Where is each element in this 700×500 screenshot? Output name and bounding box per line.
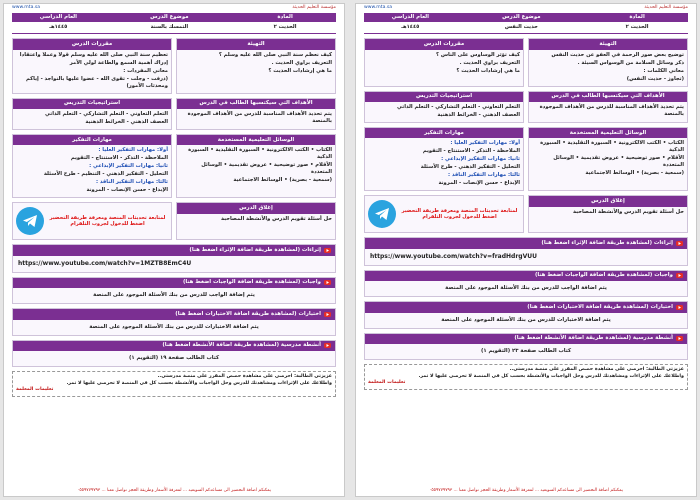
activity-heading[interactable]: أنشطة مدرسية (لمشاهدة طريقة اضافة الأنشطة اضغط هنا)	[162, 342, 321, 349]
site-url[interactable]: www.mta.sa	[12, 5, 41, 11]
elements-line: كيف تؤثر الوساوس على الناس ؟	[436, 51, 520, 58]
thinking-line: الملاحظة - التذكر - الاستنتاج - التقويم	[70, 155, 168, 162]
site-url[interactable]: www.mta.sa	[364, 5, 393, 11]
subject-label: المادة	[234, 13, 336, 22]
telegram-icon[interactable]	[368, 200, 396, 228]
intro-line: (تجاوز - حديث النفس)	[626, 75, 684, 82]
tools-line: الأقلام • صور توضيحية • عروض تقديمية • الوسائل المتعددة	[553, 155, 684, 169]
notes-box	[364, 364, 688, 389]
youtube-icon[interactable]	[324, 248, 331, 253]
topic-value: حديث النفس	[457, 22, 587, 34]
thinking-line: أولا: مهارات التفكير العليا :	[98, 147, 168, 154]
enrichment-link[interactable]: https://www.youtube.com/watch?v=fradHdrgVUU	[370, 252, 537, 260]
youtube-icon[interactable]	[324, 312, 331, 317]
strategies-line: العصف الذهني - الخرائط الذهنية	[85, 119, 168, 125]
intro-line: معاني الكلمات :	[643, 67, 684, 74]
topic-value: التمسك بالسنة	[105, 22, 235, 34]
subject-value: الحديث ٢	[586, 22, 688, 34]
tests-text: يتم اضافة الاختبارات للدرس من بنك الأسئلة الموجود على المنصة	[441, 316, 611, 323]
strategies-box	[12, 98, 172, 130]
strategies-heading: استراتيجيات التدريس	[365, 92, 523, 102]
tests-heading[interactable]: اختبارات (لمشاهدة طريقة اضافة الاختبارات اضغط هنا)	[527, 303, 673, 310]
elements-heading: مقررات الدرس	[13, 39, 171, 49]
tests-section	[12, 308, 336, 335]
youtube-icon[interactable]	[676, 305, 683, 310]
intro-box	[176, 38, 336, 93]
closing-heading: إغلاق الدرس	[177, 203, 335, 213]
year-value: ١٤٤٥هـ	[12, 22, 105, 34]
tools-line: (سمعية - بصرية) • الوسائط الاجتماعية	[585, 170, 684, 177]
lesson-info-header	[364, 13, 688, 34]
notes-line: عزيزتي الطالبة: احرصي على مشاهدة حصص المقرر على منصة مدرستي..	[157, 374, 332, 380]
tests-heading[interactable]: اختبارات (لمشاهدة طريقة اضافة الاختبارات اضغط هنا)	[175, 310, 321, 317]
thinking-line: ثانيا: مهارات التفكير الإبداعي :	[441, 156, 520, 163]
elements-line: (ذرفت - وجلت - تقوى الله - عضوا عليها بالنواجذ - إياكم ومحدثات الأمور)	[26, 75, 168, 89]
thinking-line: التحليل - التفكير الذهني - التنظيم - طرح الأسئلة	[43, 171, 168, 178]
enrichment-link[interactable]: https://www.youtube.com/watch?v=1MZTB8EmC4U	[18, 259, 192, 267]
homework-text: يتم إضافة الواجب للدرس من بنك الأسئلة الموجود على المنصة	[93, 292, 255, 299]
strategies-heading: استراتيجيات التدريس	[13, 99, 171, 109]
tools-line: الأقلام • صور توضيحية • عروض تقديمية • الوسائل المتعددة	[201, 162, 332, 176]
page-footer: يمكنكم اضافة التحضير الى مساعدكم السوبعيد ... لمعرفة الأسعار وطريقة الحجز تواصل معنا ... ٠٥٥٩٧٧٩٧٩٣	[77, 488, 271, 494]
intro-line: كيف نعظم سنة النبي صلى الله عليه وسلم ؟	[218, 51, 332, 58]
objectives-heading: الأهداف التي سيكتسبها الطالب في الدرس	[529, 92, 687, 102]
thinking-box	[12, 134, 172, 198]
elements-box	[364, 38, 524, 86]
youtube-icon[interactable]	[676, 241, 683, 246]
org-name: مؤسسة التعليم الحديثة	[292, 5, 336, 11]
promo-text[interactable]: لمتابعة تحديثات المنصة ومعرفة طريقة التحضير اضغط للدخول لجروب التلقرام	[401, 207, 518, 221]
notes-line: واطلاعك على الإثراءات ومشاهدتك للدرس وحل الواجبات والأنشطة بحسب كل في المنصة لا تحرصي عليها لا تمر.	[66, 380, 332, 386]
objectives-text: يتم تحديد الأهداف المناسبة للدرس من الأهداف الموجودة بالمنصة	[187, 110, 332, 124]
thinking-line: ثالثا: مهارات التفكير الناقد :	[96, 179, 168, 186]
activity-heading[interactable]: أنشطة مدرسية (لمشاهدة طريقة اضافة الأنشطة اضغط هنا)	[514, 335, 673, 342]
objectives-text: يتم تحديد الأهداف المناسبة للدرس من الأهداف الموجودة بالمنصة	[539, 103, 684, 117]
thinking-line: الملاحظة - التذكر - الاستنتاج - التقويم	[422, 148, 520, 155]
page-top-line	[356, 4, 696, 13]
org-name: مؤسسة التعليم الحديثة	[644, 5, 688, 11]
page-footer: يمكنكم اضافة التحضير الى مساعدكم السوبعيد ... لمعرفة الأسعار وطريقة الحجز تواصل معنا ... ٠٥٥٩٧٧٩٧٩٣	[429, 488, 623, 494]
enrichment-section	[364, 237, 688, 265]
enrichment-heading[interactable]: إثراءات (لمشاهدة طريقة اضافة الإثراء اضغط هنا)	[541, 239, 673, 246]
elements-line: التعريف براوي الحديث .	[459, 59, 520, 66]
thinking-line: ثالثا: مهارات التفكير الناقد :	[448, 172, 520, 179]
intro-heading: التهيئة	[177, 39, 335, 49]
activity-section	[12, 340, 336, 367]
notes-label: تعليمات المعلمة	[16, 387, 54, 393]
strategies-box	[364, 91, 524, 123]
year-label: العام الدراسي	[12, 13, 105, 22]
intro-line: التعريف براوي الحديث .	[271, 59, 332, 66]
tools-box	[528, 127, 688, 191]
activity-text: كتاب الطالب صفحة ٢٣ (التقويم ١)	[480, 347, 572, 354]
thinking-heading: مهارات التفكير	[365, 128, 523, 138]
promo-text[interactable]: لمتابعة تحديثات المنصة ومعرفة طريقة التحضير اضغط للدخول لجروب التلقرام	[49, 214, 166, 228]
homework-heading[interactable]: واجبات (لمشاهدة طريقة اضافة الواجبات اضغط هنا)	[182, 279, 321, 286]
thinking-line: أولا: مهارات التفكير العليا :	[450, 140, 520, 147]
strategies-line: التعلم التعاوني - التعلم التشاركي - التعلم الذاتي	[45, 110, 168, 117]
tests-text: يتم اضافة الاختبارات للدرس من بنك الأسئلة الموجود على المنصة	[89, 323, 259, 330]
thinking-line: الإبداع - حسن الإنصات - المرونة	[438, 180, 520, 187]
objectives-box	[528, 91, 688, 123]
elements-box	[12, 38, 172, 93]
subject-value: الحديث ٢	[234, 22, 336, 34]
homework-heading[interactable]: واجبات (لمشاهدة طريقة اضافة الواجبات اضغط هنا)	[534, 272, 673, 279]
youtube-icon[interactable]	[324, 343, 331, 348]
tools-line: الكتاب • الكتب الالكترونية • السبورة التقليدية • السبورة الذكية	[188, 147, 332, 161]
topic-label: موضوع الدرس	[457, 13, 587, 22]
intro-box	[528, 38, 688, 86]
activity-section	[364, 333, 688, 360]
telegram-promo[interactable]	[12, 202, 172, 240]
youtube-icon[interactable]	[676, 273, 683, 278]
tests-section	[364, 301, 688, 328]
youtube-icon[interactable]	[324, 280, 331, 285]
notes-line: عزيزتي الطالبة: احرصي على مشاهدة حصص المقرر على منصة مدرستي..	[509, 367, 684, 373]
closing-box	[528, 195, 688, 233]
telegram-promo[interactable]	[364, 195, 524, 233]
intro-heading: التهيئة	[529, 39, 687, 49]
closing-heading: إغلاق الدرس	[529, 196, 687, 206]
topic-label: موضوع الدرس	[105, 13, 235, 22]
intro-line: توضيح بعض صور الرحمة في العفو عن حديث النفس	[551, 51, 684, 58]
activity-text: كتاب الطالب صفحة ١٩ (التقويم ١)	[128, 354, 220, 361]
enrichment-heading[interactable]: إثراءات (لمشاهدة طريقة اضافة الإثراء اضغط هنا)	[189, 246, 321, 253]
notes-line: واطلاعك على الإثراءات ومشاهدتك للدرس وحل الواجبات والأنشطة بحسب كل في المنصة لا تحرصي عليها لا تمر.	[418, 373, 684, 379]
lesson-page-1	[3, 3, 345, 497]
notes-box	[12, 371, 336, 396]
thinking-line: التحليل - التفكير الذهني - طرح الأسئلة	[420, 164, 520, 171]
objectives-box	[176, 98, 336, 130]
intro-line: ذكر وسائل السلامة من الوسواس السيئة .	[577, 59, 684, 66]
objectives-heading: الأهداف التي سيكتسبها الطالب في الدرس	[177, 99, 335, 109]
tools-line: (سمعية - بصرية) • الوسائط الاجتماعية	[233, 177, 332, 184]
homework-section	[12, 277, 336, 304]
lesson-page-2	[355, 3, 697, 497]
telegram-icon[interactable]	[16, 207, 44, 235]
tools-line: الكتاب • الكتب الالكترونية • السبورة التقليدية • السبورة الذكية	[540, 140, 684, 154]
intro-line: ما هي إرشادات الحديث ؟	[268, 67, 332, 74]
year-label: العام الدراسي	[364, 13, 457, 22]
closing-text: حل أسئلة تقويم الدرس والأنشطة المصاحبة	[220, 215, 332, 222]
notes-label: تعليمات المعلمة	[368, 380, 406, 386]
strategies-line: العصف الذهني - الخرائط الذهنية	[437, 111, 520, 118]
subject-label: المادة	[586, 13, 688, 22]
closing-text: حل أسئلة تقويم الدرس والأنشطة المصاحبة	[572, 208, 684, 215]
tools-heading: الوسائل التعليمية المستخدمة	[177, 135, 335, 145]
thinking-line: الإبداع - حسن الإنصات - المرونة	[86, 187, 168, 194]
tools-box	[176, 134, 336, 198]
year-value: ١٤٤٥هـ	[364, 22, 457, 34]
elements-line: إدراك أهمية السمع والطاعة لولي الأمر	[69, 59, 168, 66]
elements-heading: مقررات الدرس	[365, 39, 523, 49]
homework-text: يتم اضافة الواجب للدرس من بنك الأسئلة الموجود على المنصة	[445, 285, 607, 292]
homework-section	[364, 270, 688, 297]
tools-heading: الوسائل التعليمية المستخدمة	[529, 128, 687, 138]
elements-line: تعظيم سنة النبي صلى الله عليه وسلم قولا وعملا واعتقادا	[19, 51, 168, 58]
strategies-line: التعلم التعاوني - التعلم التشاركي - التعلم الذاتي	[397, 103, 520, 110]
enrichment-section	[12, 244, 336, 272]
thinking-box	[364, 127, 524, 191]
elements-line: ما هي إرشادات الحديث ؟	[456, 67, 520, 74]
closing-box	[176, 202, 336, 240]
thinking-heading: مهارات التفكير	[13, 135, 171, 145]
youtube-icon[interactable]	[676, 336, 683, 341]
lesson-info-header	[12, 13, 336, 34]
thinking-line: ثانيا: مهارات التفكير الإبداعي :	[89, 163, 168, 170]
elements-line: معاني المفردات :	[123, 67, 168, 74]
page-top-line	[4, 4, 344, 13]
